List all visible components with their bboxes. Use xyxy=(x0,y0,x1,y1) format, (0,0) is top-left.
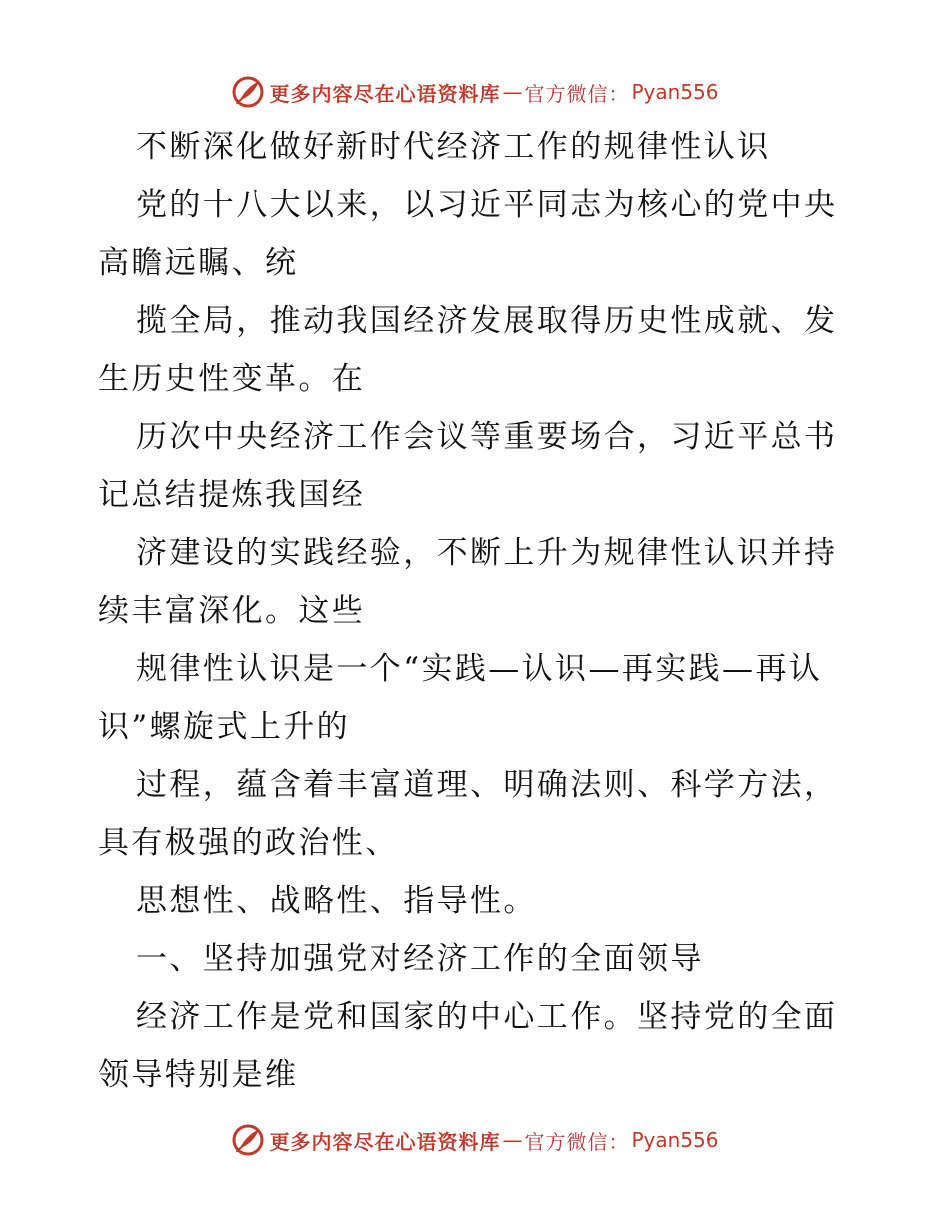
document-body xyxy=(98,118,858,1104)
text-line: 思想性、战略性、指导性。 xyxy=(136,883,537,919)
text-line: 规律性认识是一个“实践—认识—再实践—再认 xyxy=(136,651,823,687)
text-line: 济建设的实践经验，不断上升为规律性认识并持 xyxy=(136,535,838,571)
text-line: 生历史性变革。在 xyxy=(98,361,366,397)
header-watermark-banner xyxy=(0,72,950,112)
footer-watermark-banner xyxy=(0,1120,950,1160)
text-line: 不断深化做好新时代经济工作的规律性认识 xyxy=(136,129,771,165)
text-line: 经济工作是党和国家的中心工作。坚持党的全面 xyxy=(136,999,838,1035)
banner-brand-text: 更多内容尽在心语资料库 xyxy=(269,81,501,106)
text-line: 领导特别是维 xyxy=(98,1057,299,1093)
text-line: 一、坚持加强党对经济工作的全面领导 xyxy=(136,941,704,977)
text-line: 识”螺旋式上升的 xyxy=(98,709,351,745)
banner-wechat-label: 官方微信： xyxy=(524,1129,630,1154)
text-line: 高瞻远瞩、统 xyxy=(98,245,299,281)
text-line: 历次中央经济工作会议等重要场合，习近平总书 xyxy=(136,419,838,455)
banner-separator: — xyxy=(502,80,523,104)
feather-quill-logo-icon xyxy=(231,1123,265,1157)
text-line: 揽全局，推动我国经济发展取得历史性成就、发 xyxy=(136,303,838,339)
text-line: 具有极强的政治性、 xyxy=(98,825,399,861)
text-line: 续丰富深化。这些 xyxy=(98,593,366,629)
banner-wechat-id: Pyan556 xyxy=(631,80,719,104)
banner-wechat-id: Pyan556 xyxy=(631,1128,719,1152)
text-line: 过程，蕴含着丰富道理、明确法则、科学方法， xyxy=(136,767,838,803)
text-line: 党的十八大以来，以习近平同志为核心的党中央 xyxy=(136,187,838,223)
feather-quill-logo-icon xyxy=(231,75,265,109)
banner-wechat-label: 官方微信： xyxy=(524,81,630,106)
banner-separator: — xyxy=(502,1128,523,1152)
banner-brand-text: 更多内容尽在心语资料库 xyxy=(269,1129,501,1154)
text-line: 记总结提炼我国经 xyxy=(98,477,366,513)
